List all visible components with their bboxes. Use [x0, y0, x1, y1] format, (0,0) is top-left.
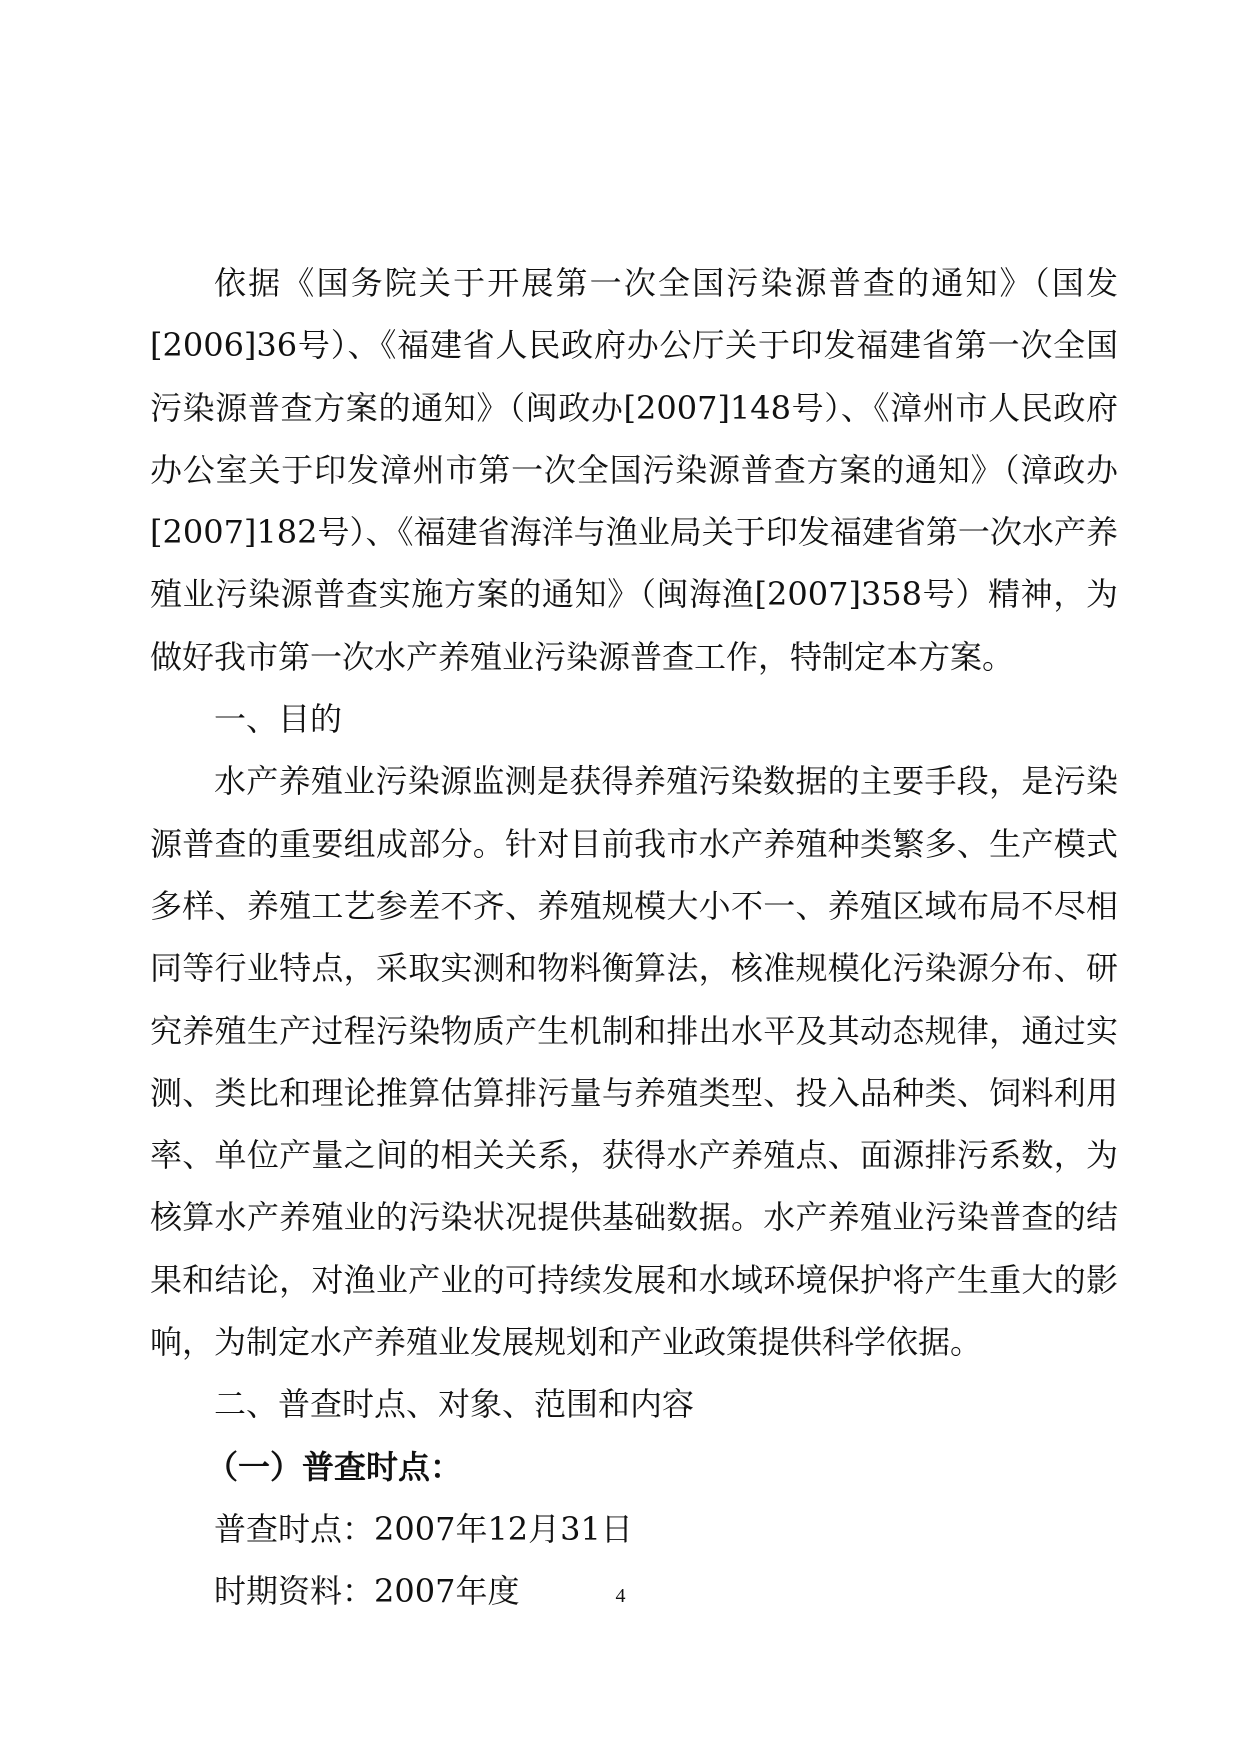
section-2-heading: 二、普查时点、对象、范围和内容 — [214, 1385, 695, 1424]
section-1-heading: 一、目的 — [214, 700, 343, 739]
section-1-paragraph: 水产养殖业污染源监测是获得养殖污染数据的主要手段，是污染源普查的重要组成部分。针对目前我市水产养殖种类繁多、生产模式多样、养殖工艺参差不齐、养殖规模大小不一、养殖区域布局不尽相同等行业特点，采取实测和物料衡算法，核准规模化污染源分布、研究养殖生产过程污染物质产生机制和排出水平及其动态规律，通过实测、类比和理论推算估算排污量与养殖类型、投入品种类、饲料利用率、单位产量之间的相关关系，获得水产养殖点、面源排污系数，为核算水产养殖业的污染状况提供基础数据。水产养殖业污染普查的结果和结论，对渔业产业的可持续发展和水域环境保护将产生重大的影响，为制定水产养殖业发展规划和产业政策提供科学依据。 — [150, 762, 1118, 1362]
page-number: 4 — [615, 1585, 626, 1607]
intro-paragraph: 依据《国务院关于开展第一次全国污染源普查的通知》（国发[2006]36号）、《福建省人民政府办公厅关于印发福建省第一次全国污染源普查方案的通知》（闽政办[2007]148号）、《漳州市人民政府办公室关于印发漳州市第一次全国污染源普查方案的通知》（漳政办[2007]182号）、《福建省海洋与渔业局关于印发福建省第一次水产养殖业污染源普查实施方案的通知》（闽海渔[2007]358号）精神，为做好我市第一次水产养殖业污染源普查工作，特制定本方案。 — [150, 264, 1118, 676]
survey-time-line: 普查时点：2007年12月31日 — [214, 1509, 633, 1548]
period-data-line: 时期资料：2007年度 — [214, 1572, 520, 1611]
body-text — [150, 252, 1118, 1623]
subsection-1-heading: （一）普查时点： — [206, 1447, 463, 1486]
